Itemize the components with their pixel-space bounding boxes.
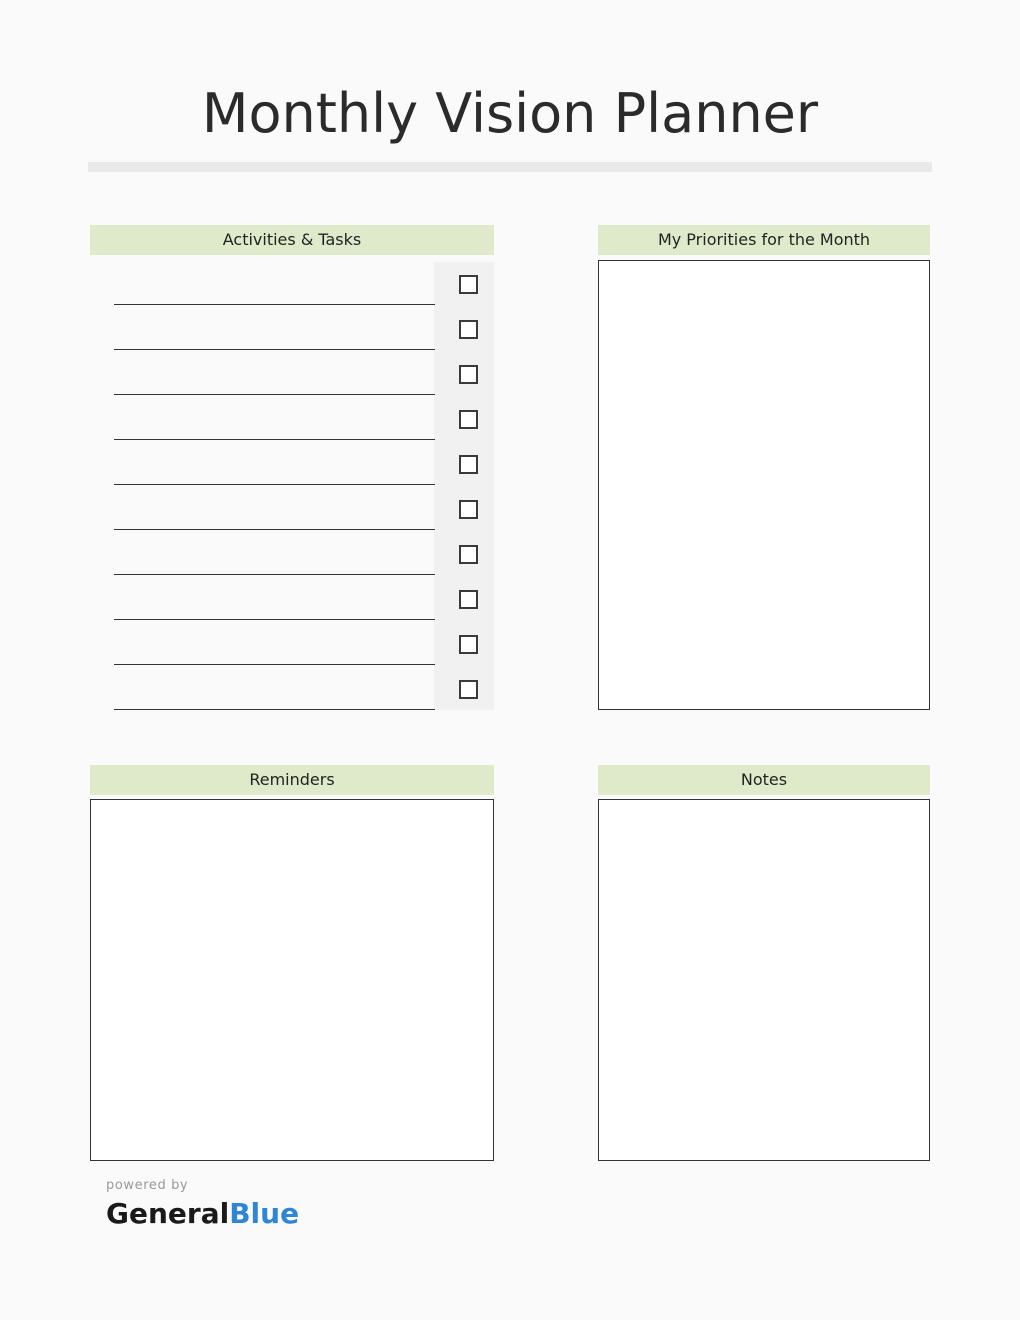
task-write-line[interactable] xyxy=(114,349,435,350)
logo-text-blue: Blue xyxy=(229,1197,300,1230)
task-checkbox[interactable] xyxy=(459,275,478,294)
priorities-write-area[interactable] xyxy=(598,260,930,710)
task-write-line[interactable] xyxy=(114,709,435,710)
task-checkbox[interactable] xyxy=(459,410,478,429)
task-write-line[interactable] xyxy=(114,574,435,575)
notes-write-area[interactable] xyxy=(598,799,930,1161)
priorities-section-header: My Priorities for the Month xyxy=(598,225,930,255)
task-write-line[interactable] xyxy=(114,439,435,440)
activities-section-header: Activities & Tasks xyxy=(90,225,494,255)
powered-by-label: powered by xyxy=(106,1178,189,1193)
activities-section-body xyxy=(90,262,494,710)
logo-text-general: General xyxy=(106,1197,230,1230)
task-checkbox[interactable] xyxy=(459,545,478,564)
task-write-line[interactable] xyxy=(114,619,435,620)
generalblue-logo xyxy=(106,1197,299,1230)
task-write-line[interactable] xyxy=(114,529,435,530)
task-checkbox[interactable] xyxy=(459,365,478,384)
task-checkbox[interactable] xyxy=(459,320,478,339)
task-write-line[interactable] xyxy=(114,664,435,665)
task-checkbox[interactable] xyxy=(459,680,478,699)
page-title: Monthly Vision Planner xyxy=(201,82,819,145)
reminders-write-area[interactable] xyxy=(90,799,494,1161)
notes-section-header: Notes xyxy=(598,765,930,795)
task-checkbox[interactable] xyxy=(459,590,478,609)
title-divider xyxy=(88,162,932,172)
reminders-section-header: Reminders xyxy=(90,765,494,795)
task-checkbox[interactable] xyxy=(459,455,478,474)
task-write-line[interactable] xyxy=(114,304,435,305)
footer-branding xyxy=(106,1178,299,1230)
task-checkbox[interactable] xyxy=(459,635,478,654)
task-write-line[interactable] xyxy=(114,484,435,485)
task-checkbox[interactable] xyxy=(459,500,478,519)
task-write-line[interactable] xyxy=(114,394,435,395)
